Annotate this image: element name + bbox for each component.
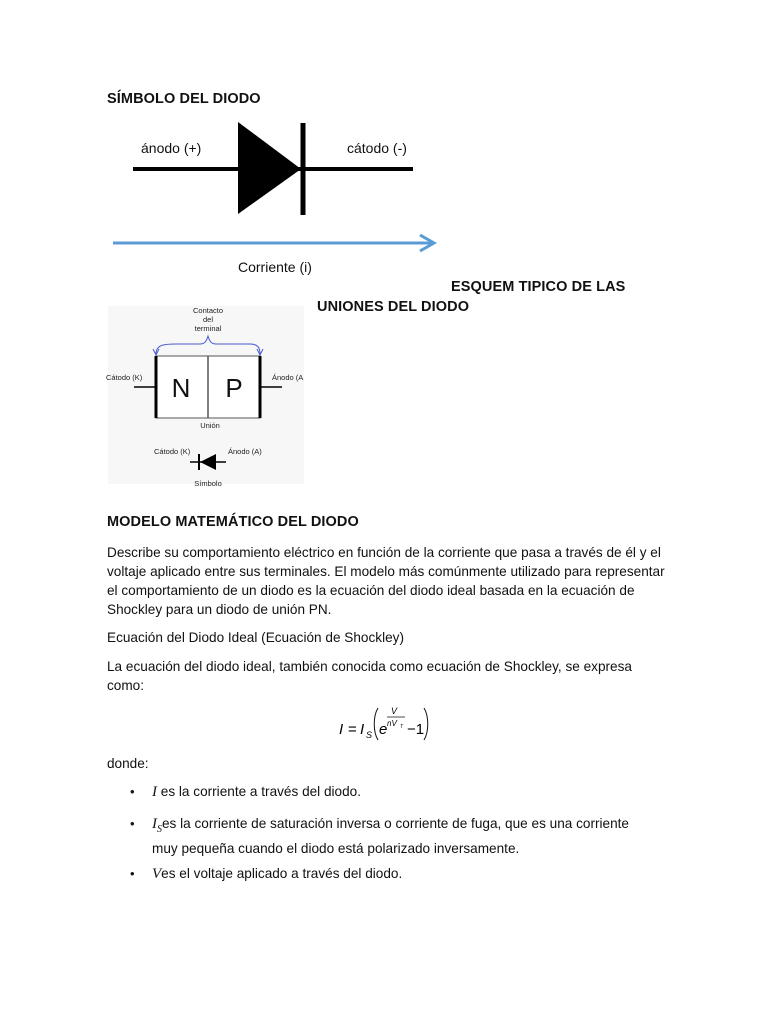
list-item: [130, 814, 652, 858]
model-description: Describe su comportamiento eléctrico en función de la corriente que pasa a través de él y el voltaje aplicado entre sus terminales. El modelo más comúnmente utilizado para representar el comportamiento de un diodo es la ecuación del diodo ideal basada en la ecuación de Shockley para un diodo de unión PN.: [107, 545, 665, 617]
formula-left-paren: [374, 708, 378, 740]
list-item-text: es la corriente de saturación inversa o corriente de fuga, que es una corriente muy pequeña cuando el diodo está polarizado inversamente.: [152, 816, 629, 856]
current-label: Corriente (i): [238, 259, 312, 275]
contact-label-3: terminal: [194, 324, 222, 333]
equation-intro: La ecuación del diodo ideal, también conocida como ecuación de Shockley, se expresa como:: [107, 659, 632, 693]
anode-label: ánodo (+): [141, 140, 202, 156]
formula-right-paren: [424, 708, 428, 740]
union-label: Unión: [200, 421, 220, 430]
contact-label-1: Contacto: [192, 306, 224, 315]
bullet-icon: •: [130, 784, 135, 799]
junction-title-line1: ESQUEM TIPICO DE LAS: [451, 279, 626, 295]
formula-e: e: [379, 721, 388, 738]
formula-exp-den: nV: [387, 719, 397, 728]
formula-is-sub: S: [366, 730, 373, 740]
symbol-cathode-label: Cátodo (K): [154, 447, 191, 456]
diode-symbol-figure: [105, 112, 465, 282]
symbol-label: Símbolo: [194, 479, 222, 486]
formula-lhs: I: [339, 721, 344, 738]
list-item: [130, 782, 712, 802]
formula-is: I: [360, 721, 365, 738]
list-item: [130, 864, 712, 884]
shockley-equation: [335, 700, 455, 746]
junction-title-line2: UNIONES DEL DIODO: [317, 299, 470, 315]
pn-junction-figure: [106, 304, 306, 486]
cathode-label: cátodo (-): [347, 140, 407, 156]
n-region-label: N: [171, 373, 191, 403]
p-region-label: P: [225, 373, 243, 403]
list-item-text: es el voltaje aplicado a través del diodo.: [161, 866, 403, 881]
var-symbol: I: [152, 784, 157, 800]
formula-exp-den-sub: T: [400, 724, 404, 730]
equation-title: Ecuación del Diodo Ideal (Ecuación de Shockley): [107, 630, 404, 645]
section-title-junction-schematic: [317, 277, 647, 317]
section-title-diode-symbol: SÍMBOLO DEL DIODO: [107, 91, 261, 107]
diode-triangle-icon: [238, 122, 301, 214]
bullet-icon: •: [130, 866, 135, 881]
section-title-math-model: MODELO MATEMÁTICO DEL DIODO: [107, 514, 359, 530]
bullet-icon: •: [130, 816, 135, 831]
contact-label-2: del: [202, 315, 214, 324]
symbol-anode-label: Ánodo (A): [228, 447, 262, 456]
var-symbol: V: [152, 866, 162, 882]
formula-equals: =: [348, 721, 357, 738]
list-item-text: es la corriente a través del diodo.: [157, 784, 362, 799]
formula-exp-num: V: [391, 706, 398, 716]
donde-label: donde:: [107, 756, 149, 771]
cathode-k-label: Cátodo (K): [106, 373, 143, 382]
formula-minus-one: −1: [407, 721, 425, 738]
var-symbol: $I_S$: [152, 816, 162, 835]
anode-a-label: Ánodo (A: [272, 373, 304, 382]
